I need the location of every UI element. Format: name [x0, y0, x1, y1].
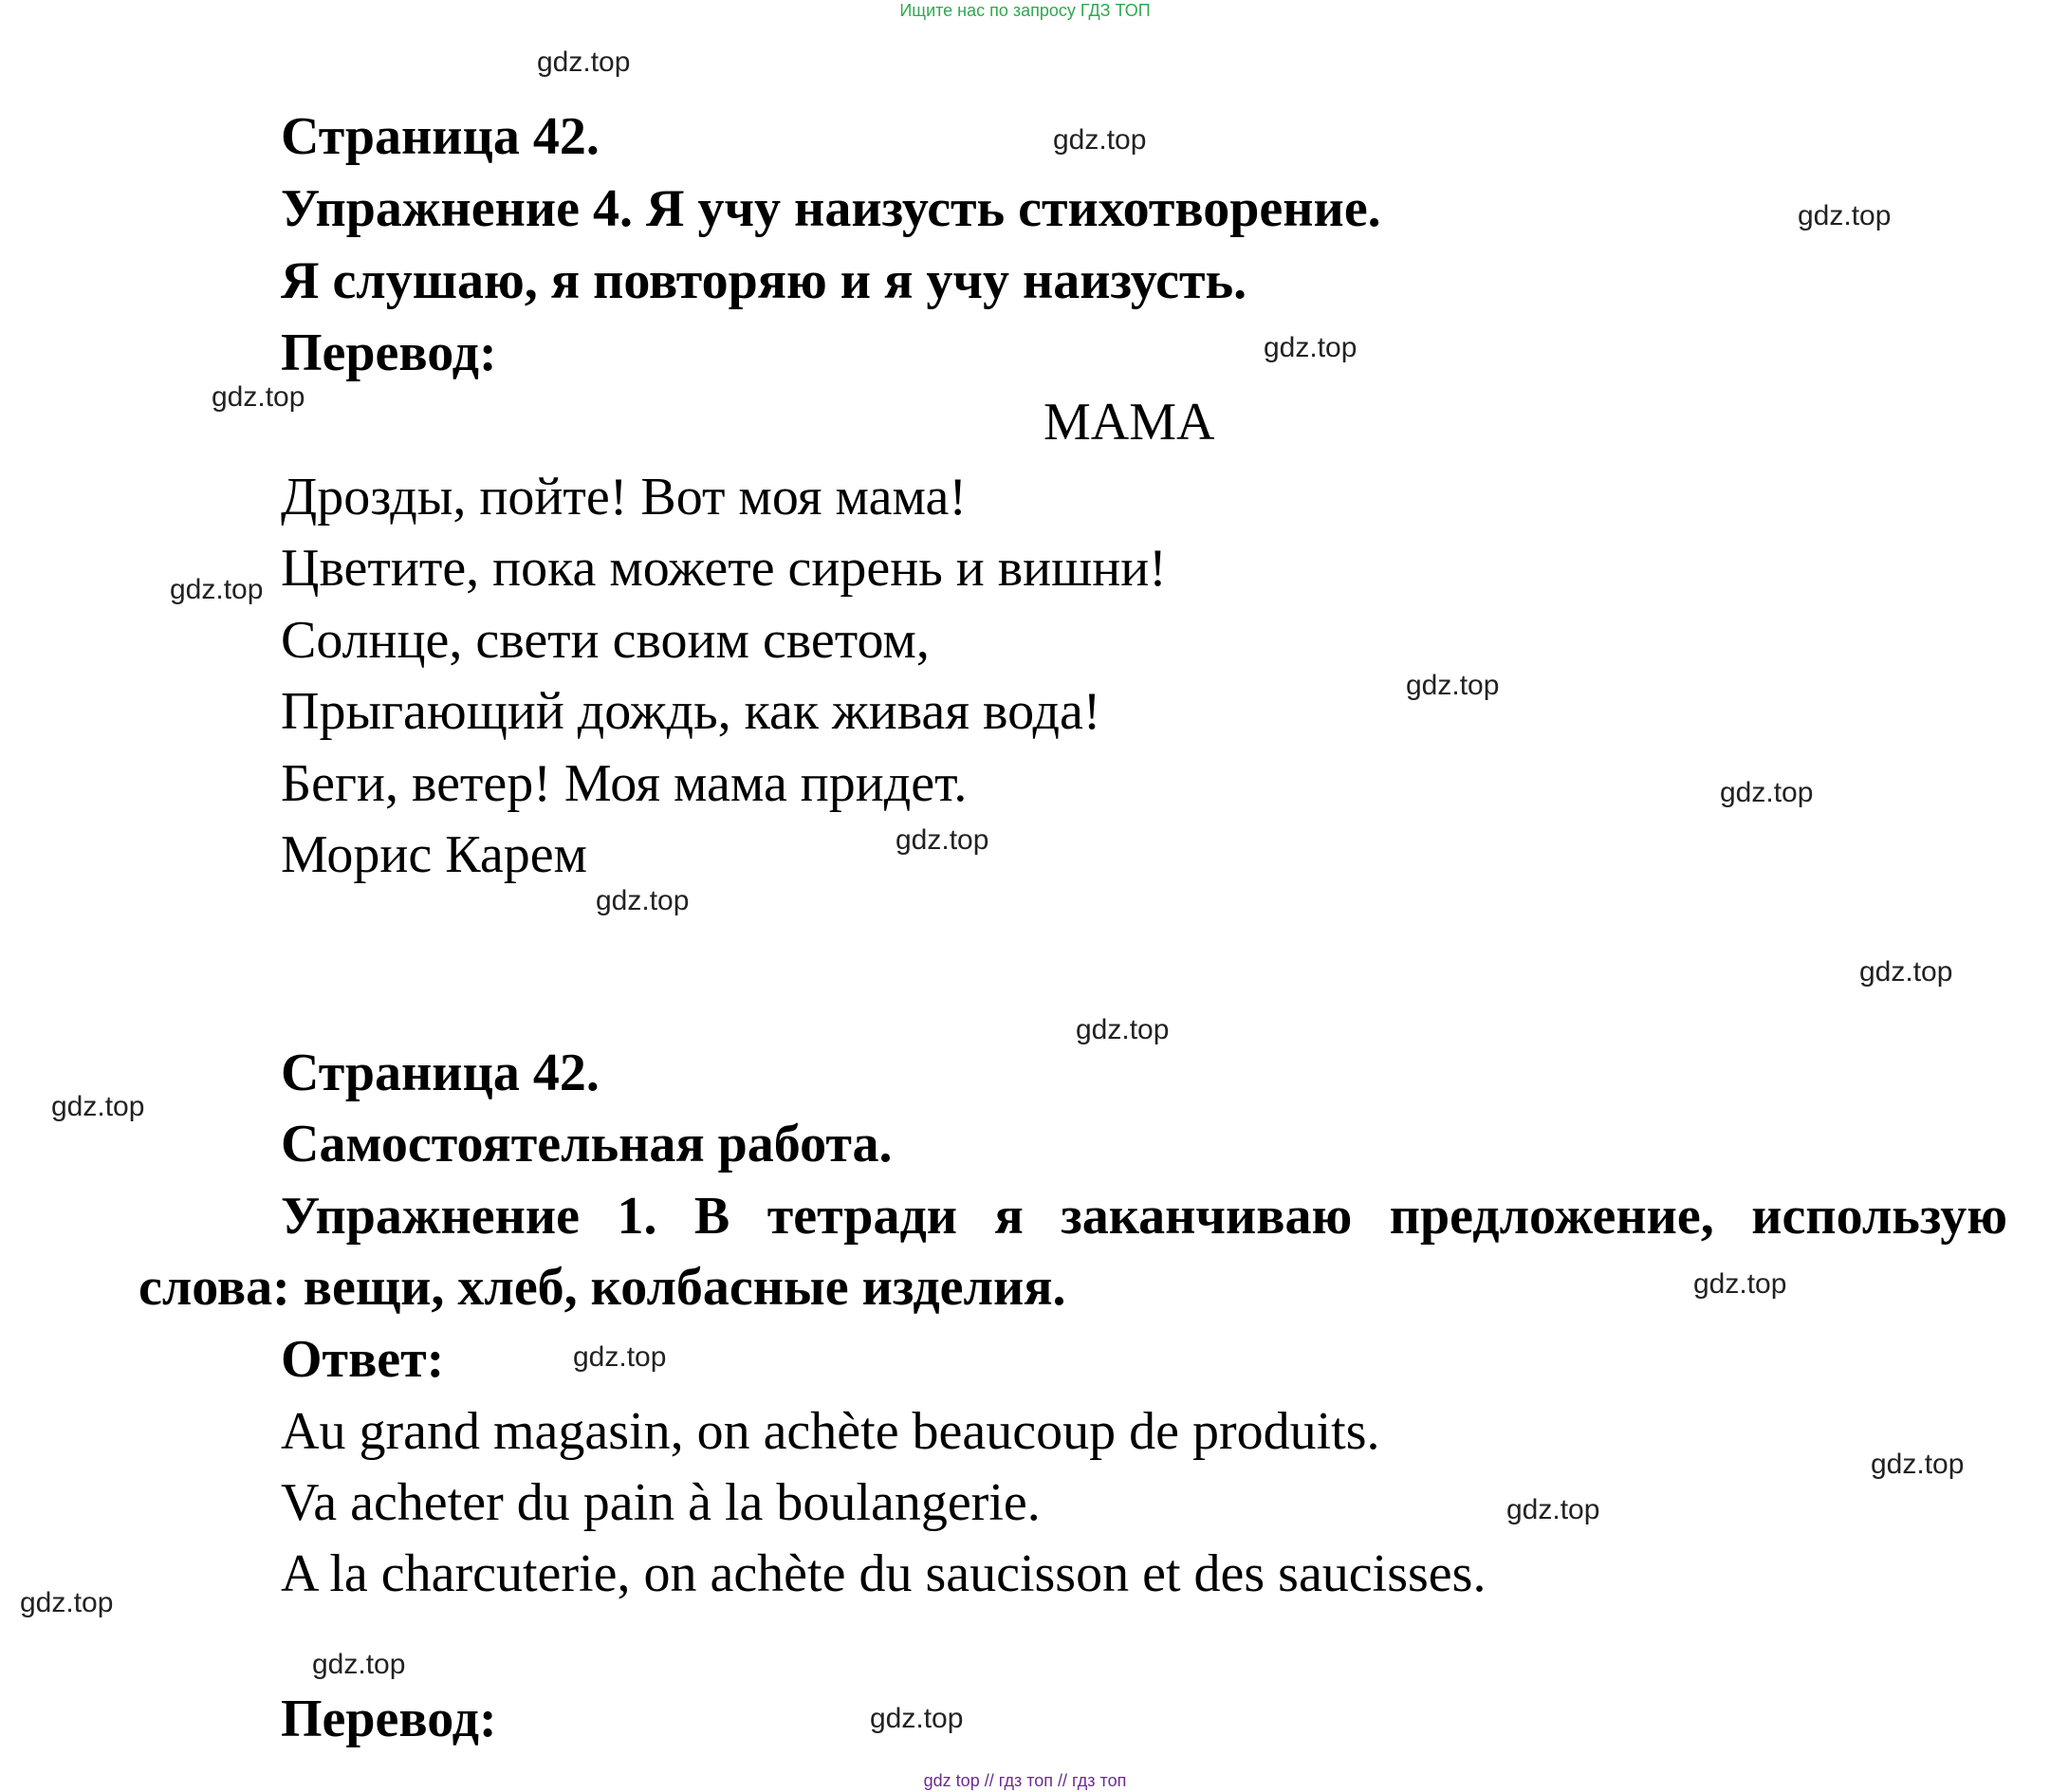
- watermark: gdz.top: [1720, 777, 1814, 808]
- poem-line-5: Беги, ветер! Моя мама придет.: [281, 754, 968, 813]
- watermark: gdz.top: [1076, 1014, 1170, 1045]
- exercise-1-line-2: слова: вещи, хлеб, колбасные изделия.: [139, 1258, 1066, 1317]
- watermark: gdz.top: [1871, 1449, 1965, 1480]
- exercise-4-title: Упражнение 4. Я учу наизусть стихотворение.: [281, 179, 1381, 238]
- watermark: gdz.top: [1693, 1268, 1787, 1300]
- watermark: gdz.top: [51, 1091, 145, 1122]
- watermark: gdz.top: [537, 46, 631, 78]
- page-number-2: Страница 42.: [281, 1044, 600, 1102]
- watermark: gdz.top: [1264, 332, 1357, 363]
- exercise-1-line-1: Упражнение 1. В тетради я заканчиваю предложение, использую: [281, 1187, 2007, 1246]
- poem-line-1: Дрозды, пойте! Вот моя мама!: [281, 468, 968, 527]
- poem-title: МАМА: [1043, 393, 1215, 452]
- watermark: gdz.top: [596, 885, 690, 916]
- answer-line-3: A la charcuterie, on achète du saucisson et des saucisses.: [281, 1544, 1487, 1603]
- poem-line-2: Цветите, пока можете сирень и вишни!: [281, 539, 1167, 598]
- watermark: gdz.top: [170, 574, 264, 605]
- poem-author: Морис Карем: [281, 825, 587, 884]
- answer-line-2: Va acheter du pain à la boulangerie.: [281, 1473, 1041, 1532]
- translation-label-2: Перевод:: [281, 1690, 497, 1748]
- answer-line-1: Au grand magasin, on achète beaucoup de produits.: [281, 1402, 1380, 1461]
- watermark: gdz.top: [1053, 124, 1147, 156]
- watermark: gdz.top: [1506, 1494, 1600, 1525]
- translation-label-1: Перевод:: [281, 323, 497, 382]
- watermark: gdz.top: [312, 1649, 406, 1680]
- watermark: gdz.top: [20, 1587, 114, 1618]
- page-number-1: Страница 42.: [281, 107, 600, 166]
- poem-line-3: Солнце, свети своим светом,: [281, 611, 930, 670]
- watermark: gdz.top: [870, 1703, 964, 1734]
- top-banner[interactable]: Ищите нас по запросу ГДЗ ТОП: [899, 1, 1151, 20]
- footer-links[interactable]: gdz top // гдз топ // гдз топ: [923, 1771, 1127, 1790]
- independent-work-heading: Самостоятельная работа.: [281, 1115, 893, 1173]
- watermark: gdz.top: [896, 824, 989, 856]
- watermark: gdz.top: [1859, 956, 1953, 988]
- watermark: gdz.top: [212, 381, 305, 413]
- poem-line-4: Прыгающий дождь, как живая вода!: [281, 682, 1101, 741]
- answer-label: Ответ:: [281, 1330, 445, 1389]
- watermark: gdz.top: [1406, 670, 1500, 701]
- watermark: gdz.top: [1798, 200, 1892, 231]
- exercise-4-instruction: Я слушаю, я повторяю и я учу наизусть.: [281, 251, 1247, 310]
- watermark: gdz.top: [573, 1341, 667, 1373]
